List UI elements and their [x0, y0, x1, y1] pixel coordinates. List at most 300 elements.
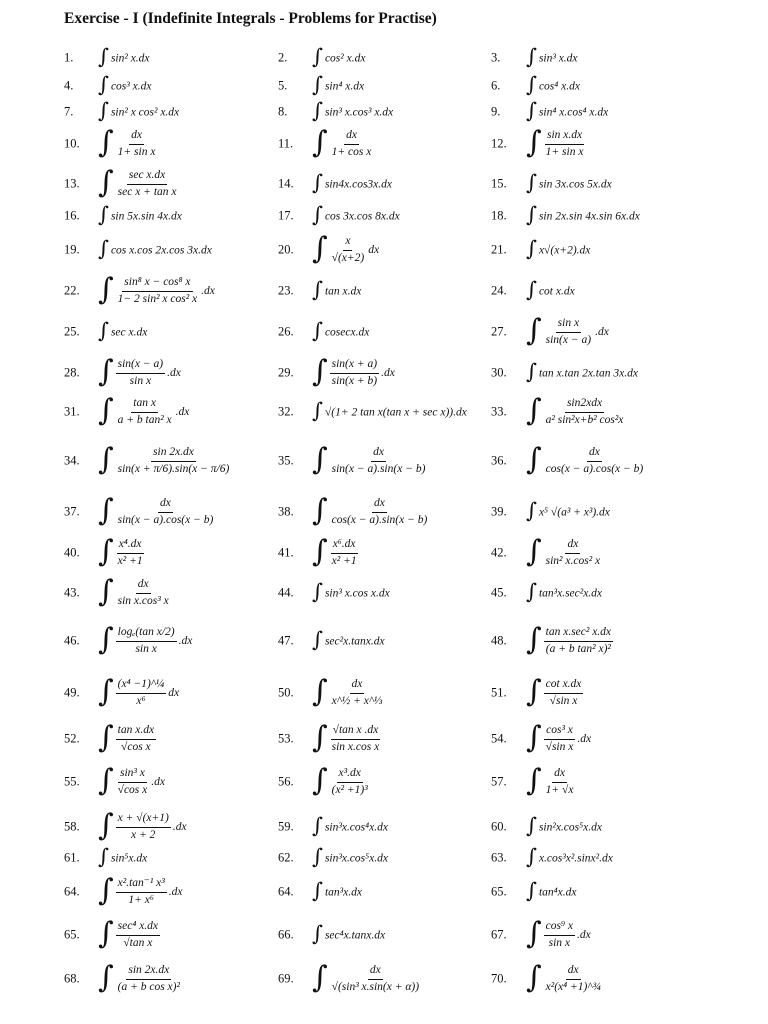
integral-expression	[312, 534, 359, 569]
integral-expression	[98, 844, 148, 869]
integrand: sin³x.cos⁴x.dx	[324, 821, 388, 833]
problem-number: 65.	[491, 884, 507, 899]
fraction	[544, 920, 575, 949]
integral-expression	[312, 813, 388, 838]
integrand: sin² x cos² x.dx	[110, 106, 180, 118]
fraction-denominator: 1+ √x	[545, 783, 574, 796]
fraction	[116, 446, 232, 475]
fraction	[544, 626, 613, 655]
integral-sign-icon: ∫	[526, 579, 537, 604]
integral-sign-icon: ∫	[98, 236, 109, 261]
integral-expression	[526, 674, 583, 709]
integral-expression	[312, 125, 373, 160]
problem-number: 70.	[491, 971, 507, 986]
fraction	[544, 129, 586, 158]
integral-expression	[312, 674, 384, 709]
problem-number: 10.	[64, 136, 80, 151]
integral-sign-icon: ∫	[526, 170, 537, 195]
integral-expression	[312, 579, 390, 604]
integral-sign-icon: ∫	[98, 202, 109, 227]
fraction	[330, 767, 370, 796]
fraction	[544, 678, 584, 707]
integral-sign-icon: ∫	[312, 442, 328, 477]
integral-expression	[312, 354, 395, 389]
integral-sign-icon: ∫	[312, 844, 323, 869]
fraction-numerator: cos³ x	[544, 724, 575, 739]
fraction	[116, 877, 167, 906]
integral-sign-icon: ∫	[526, 498, 537, 523]
integrand: sin³ x.cos x.dx	[324, 587, 390, 599]
integral-sign-icon: ∫	[312, 44, 323, 69]
fraction-numerator: sec x.dx	[127, 169, 167, 184]
problem-number: 19.	[64, 242, 80, 257]
fraction-denominator: sin x.cos³ x	[117, 594, 169, 607]
fraction	[116, 678, 167, 707]
integral-expression	[98, 354, 181, 389]
fraction-denominator: 1− 2 sin² x cos² x	[117, 292, 198, 305]
fraction	[544, 767, 576, 796]
fraction-numerator: sin x	[556, 317, 581, 332]
integral-sign-icon: ∫	[98, 674, 114, 709]
fraction	[330, 964, 421, 993]
problem-number: 58.	[64, 819, 80, 834]
fraction-denominator: cos(x − a).cos(x − b)	[545, 462, 644, 475]
problem-number: 67.	[491, 927, 507, 942]
fraction-denominator: x⁶	[136, 694, 146, 707]
fraction	[544, 397, 626, 426]
fraction-denominator: 1+ sin x	[117, 145, 156, 158]
fraction	[116, 129, 158, 158]
fraction	[116, 812, 171, 841]
integral-sign-icon: ∫	[312, 98, 323, 123]
integrand: x⁵ √(a³ + x³).dx	[538, 506, 610, 518]
fraction-denominator: x^½ + x^⅓	[331, 694, 383, 707]
fraction	[116, 397, 174, 426]
problem-number: 7.	[64, 104, 74, 119]
integral-sign-icon: ∫	[98, 393, 114, 428]
fraction-numerator: sec⁴ x.dx	[116, 920, 160, 935]
integral-expression	[98, 98, 180, 123]
integral-sign-icon: ∫	[98, 98, 109, 123]
problem-number: 37.	[64, 504, 80, 519]
differential: .dx	[172, 821, 187, 833]
fraction-numerator: x².tan⁻¹ x³	[116, 877, 167, 892]
integral-sign-icon: ∫	[312, 627, 323, 652]
fraction-denominator: sin(x + π/6).sin(x − π/6)	[117, 462, 230, 475]
integral-expression	[98, 442, 231, 477]
problem-number: 68.	[64, 971, 80, 986]
problem-number: 36.	[491, 453, 507, 468]
integral-sign-icon: ∫	[312, 763, 328, 798]
problem-number: 64.	[278, 884, 294, 899]
integral-sign-icon: ∫	[312, 231, 328, 266]
integral-expression	[526, 579, 603, 604]
integral-expression	[312, 98, 394, 123]
integral-expression	[526, 916, 591, 951]
fraction	[116, 920, 160, 949]
integral-expression	[98, 808, 187, 843]
integrand: sin 3x.cos 5x.dx	[538, 178, 612, 190]
integral-sign-icon: ∫	[526, 72, 537, 97]
integral-sign-icon: ∫	[526, 359, 537, 384]
integral-expression	[312, 318, 370, 343]
integral-sign-icon: ∫	[98, 808, 114, 843]
integrand: sin²x.cos⁵x.dx	[538, 821, 602, 833]
integral-expression	[312, 170, 393, 195]
fraction-numerator: sin(x − a)	[116, 358, 165, 373]
problem-number: 54.	[491, 731, 507, 746]
integral-sign-icon: ∫	[526, 813, 537, 838]
integral-expression	[526, 720, 592, 755]
integral-expression	[526, 534, 602, 569]
integral-sign-icon: ∫	[526, 916, 542, 951]
fraction	[116, 767, 150, 796]
integral-expression	[526, 202, 640, 227]
problem-number: 52.	[64, 731, 80, 746]
fraction-denominator: 1+ cos x	[331, 145, 372, 158]
fraction-denominator: cos(x − a).sin(x − b)	[331, 513, 428, 526]
fraction-denominator: (x² +1)³	[331, 783, 368, 796]
problem-number: 1.	[64, 50, 74, 65]
integral-expression	[312, 277, 362, 302]
fraction	[544, 317, 593, 346]
problem-number: 34.	[64, 453, 80, 468]
problem-number: 11.	[278, 136, 294, 151]
fraction-denominator: √(x+2)	[331, 251, 365, 264]
fraction	[116, 276, 200, 305]
fraction-denominator: sin(x + b)	[331, 374, 378, 387]
integral-sign-icon: ∫	[98, 272, 114, 307]
problem-number: 45.	[491, 585, 507, 600]
fraction-denominator: x²(x⁴ +1)^¾	[545, 980, 601, 993]
integral-sign-icon: ∫	[526, 44, 537, 69]
problem-number: 57.	[491, 774, 507, 789]
problem-number: 43.	[64, 585, 80, 600]
fraction-numerator: dx	[350, 678, 365, 693]
integral-expression	[312, 763, 370, 798]
fraction-denominator: sec x + tan x	[117, 185, 177, 198]
problem-number: 30.	[491, 365, 507, 380]
integral-sign-icon: ∫	[526, 393, 542, 428]
fraction-denominator: sin(x − a).sin(x − b)	[331, 462, 426, 475]
integral-expression	[98, 674, 180, 709]
integral-sign-icon: ∫	[526, 236, 537, 261]
problem-number: 5.	[278, 78, 288, 93]
problem-number: 20.	[278, 242, 294, 257]
fraction	[330, 724, 382, 753]
integrand: sin⁴ x.dx	[324, 80, 365, 92]
integral-sign-icon: ∫	[98, 44, 109, 69]
integral-sign-icon: ∫	[98, 354, 114, 389]
integral-expression	[98, 202, 182, 227]
fraction-denominator: sin x	[129, 374, 152, 387]
integral-sign-icon: ∫	[526, 277, 537, 302]
integral-expression	[98, 493, 215, 528]
fraction	[330, 538, 359, 567]
fraction-denominator: 1+ x⁶	[128, 893, 154, 906]
problem-number: 48.	[491, 633, 507, 648]
integral-sign-icon: ∫	[312, 579, 323, 604]
integrand: cos⁴ x.dx	[538, 80, 580, 92]
integral-expression	[312, 442, 427, 477]
problem-number: 17.	[278, 208, 294, 223]
fraction-numerator: x + √(x+1)	[116, 812, 171, 827]
integral-sign-icon: ∫	[312, 674, 328, 709]
fraction-denominator: a² sin²x+b² cos²x	[545, 413, 624, 426]
integral-expression	[312, 720, 381, 755]
integral-sign-icon: ∫	[312, 398, 323, 423]
integrand: cos² x.dx	[324, 52, 366, 64]
fraction-numerator: tan x.dx	[116, 724, 156, 739]
fraction-numerator: logₑ(tan x/2)	[116, 626, 177, 641]
differential: dx	[168, 687, 180, 699]
integral-expression	[312, 72, 365, 97]
integral-sign-icon: ∫	[98, 72, 109, 97]
problem-number: 38.	[278, 504, 294, 519]
integrand: sin⁵x.dx	[110, 852, 148, 864]
integral-expression	[98, 873, 183, 908]
problem-number: 29.	[278, 365, 294, 380]
integral-expression	[98, 960, 182, 995]
problem-number: 6.	[491, 78, 501, 93]
integrand: √(1+ 2 tan x(tan x + sec x)).dx	[324, 406, 467, 418]
integral-expression	[526, 44, 578, 69]
integral-sign-icon: ∫	[98, 318, 109, 343]
integrand: cos 3x.cos 8x.dx	[324, 210, 400, 222]
integral-expression	[526, 98, 609, 123]
fraction	[330, 446, 428, 475]
integral-expression	[312, 960, 421, 995]
integral-sign-icon: ∫	[526, 313, 542, 348]
integral-expression	[98, 165, 179, 200]
integral-sign-icon: ∫	[98, 622, 114, 657]
integrand: tan x.dx	[324, 285, 362, 297]
integral-expression	[98, 236, 212, 261]
integral-sign-icon: ∫	[526, 442, 542, 477]
integrand: cos³ x.dx	[110, 80, 152, 92]
problem-number: 61.	[64, 850, 80, 865]
integral-expression	[312, 844, 388, 869]
problem-number: 44.	[278, 585, 294, 600]
integral-sign-icon: ∫	[312, 921, 323, 946]
problem-number: 22.	[64, 283, 80, 298]
fraction-numerator: √tan x .dx	[331, 724, 381, 739]
fraction	[116, 497, 216, 526]
fraction	[116, 538, 145, 567]
integrand: sec²x.tanx.dx	[324, 635, 385, 647]
integrand: sin³ x.dx	[538, 52, 578, 64]
fraction-numerator: dx	[344, 129, 359, 144]
fraction-numerator: dx	[587, 446, 602, 461]
problem-number: 56.	[278, 774, 294, 789]
integral-sign-icon: ∫	[526, 674, 542, 709]
fraction	[330, 358, 379, 387]
integral-sign-icon: ∫	[98, 960, 114, 995]
fraction-numerator: dx	[136, 578, 151, 593]
fraction-denominator: sin² x.cos² x	[545, 554, 601, 567]
problem-number: 28.	[64, 365, 80, 380]
differential: .dx	[151, 776, 165, 788]
fraction-numerator: sin 2x.dx	[126, 964, 171, 979]
fraction-numerator: dx	[372, 497, 387, 512]
problem-number: 53.	[278, 731, 294, 746]
integral-sign-icon: ∫	[312, 878, 323, 903]
problem-number: 23.	[278, 283, 294, 298]
fraction-numerator: dx	[368, 964, 383, 979]
integral-sign-icon: ∫	[312, 534, 328, 569]
integral-sign-icon: ∫	[312, 72, 323, 97]
integral-sign-icon: ∫	[98, 574, 114, 609]
fraction-denominator: a + b tan² x	[117, 413, 172, 426]
problem-number: 31.	[64, 404, 80, 419]
integral-expression	[526, 844, 613, 869]
integral-sign-icon: ∫	[312, 960, 328, 995]
fraction	[330, 129, 374, 158]
integral-sign-icon: ∫	[312, 354, 328, 389]
problem-number: 35.	[278, 453, 294, 468]
problem-number: 63.	[491, 850, 507, 865]
integral-sign-icon: ∫	[526, 202, 537, 227]
fraction	[544, 538, 602, 567]
integral-expression	[312, 231, 380, 266]
integral-sign-icon: ∫	[312, 125, 328, 160]
fraction-numerator: tan x	[131, 397, 158, 412]
integrand: tan³x.dx	[324, 886, 362, 898]
fraction-numerator: sin2xdx	[565, 397, 604, 412]
integral-sign-icon: ∫	[98, 720, 114, 755]
problem-number: 47.	[278, 633, 294, 648]
fraction-numerator: dx	[371, 446, 386, 461]
fraction-denominator: √cos x	[117, 783, 148, 796]
problem-number: 66.	[278, 927, 294, 942]
fraction-numerator: x	[343, 235, 352, 250]
problem-number: 69.	[278, 971, 294, 986]
integral-expression	[526, 277, 575, 302]
integral-expression	[98, 763, 165, 798]
integral-expression	[526, 313, 609, 348]
fraction-denominator: √cos x	[121, 740, 151, 753]
integral-sign-icon: ∫	[526, 98, 537, 123]
integral-expression	[312, 878, 362, 903]
integrand: sin 5x.sin 4x.dx	[110, 210, 182, 222]
problem-number: 15.	[491, 176, 507, 191]
integral-sign-icon: ∫	[98, 125, 114, 160]
problem-number: 39.	[491, 504, 507, 519]
integral-expression	[526, 960, 603, 995]
fraction	[330, 235, 367, 264]
problem-number: 60.	[491, 819, 507, 834]
fraction	[116, 724, 156, 753]
integral-sign-icon: ∫	[312, 202, 323, 227]
fraction	[544, 446, 646, 475]
integral-sign-icon: ∫	[98, 534, 114, 569]
problem-number: 59.	[278, 819, 294, 834]
integral-expression	[98, 318, 148, 343]
integral-sign-icon: ∫	[312, 170, 323, 195]
problem-number: 2.	[278, 50, 288, 65]
fraction-numerator: x³.dx	[337, 767, 363, 782]
fraction-numerator: dx	[565, 538, 580, 553]
fraction	[544, 964, 603, 993]
integral-sign-icon: ∫	[98, 493, 114, 528]
differential: .dx	[168, 886, 183, 898]
problem-number: 40.	[64, 545, 80, 560]
integral-expression	[526, 125, 585, 160]
differential: .dx	[175, 406, 190, 418]
fraction-denominator: (a + b cos x)²	[117, 980, 180, 993]
page-title: Exercise - I (Indefinite Integrals - Problems for Practise)	[64, 10, 437, 27]
integral-expression	[98, 393, 190, 428]
differential: .dx	[381, 367, 395, 379]
problem-number: 42.	[491, 545, 507, 560]
integral-sign-icon: ∫	[526, 763, 542, 798]
problem-number: 62.	[278, 850, 294, 865]
integral-sign-icon: ∫	[98, 844, 109, 869]
integral-expression	[526, 498, 610, 523]
fraction-numerator: sin 2x.dx	[151, 446, 196, 461]
integrand: sec x.dx	[110, 326, 148, 338]
fraction-denominator: sin(x − a)	[545, 333, 592, 346]
integrand: x.cos³x².sinx².dx	[538, 852, 613, 864]
integral-expression	[526, 170, 612, 195]
fraction	[116, 626, 177, 655]
integral-expression	[98, 125, 157, 160]
integral-sign-icon: ∫	[526, 878, 537, 903]
integral-sign-icon: ∫	[526, 844, 537, 869]
integral-sign-icon: ∫	[98, 165, 114, 200]
problem-number: 64.	[64, 884, 80, 899]
problem-number: 41.	[278, 545, 294, 560]
integrand: sec⁴x.tanx.dx	[324, 929, 386, 941]
integrand: sin³ x.cos³ x.dx	[324, 106, 394, 118]
integral-expression	[98, 272, 215, 307]
integral-sign-icon: ∫	[312, 720, 328, 755]
problem-number: 27.	[491, 324, 507, 339]
fraction-numerator: dx	[566, 964, 581, 979]
integrand: sin³x.cos⁵x.dx	[324, 852, 388, 864]
problem-number: 46.	[64, 633, 80, 648]
problem-number: 33.	[491, 404, 507, 419]
integral-expression	[526, 763, 575, 798]
problem-number: 9.	[491, 104, 501, 119]
fraction	[116, 578, 171, 607]
differential: .dx	[167, 367, 181, 379]
integral-sign-icon: ∫	[526, 622, 542, 657]
integral-expression	[98, 622, 193, 657]
problem-number: 4.	[64, 78, 74, 93]
fraction-numerator: cos⁹ x	[544, 920, 575, 935]
fraction-numerator: cot x.dx	[544, 678, 584, 693]
differential: .dx	[576, 929, 591, 941]
problem-number: 16.	[64, 208, 80, 223]
fraction-numerator: x⁴.dx	[117, 538, 144, 553]
fraction-numerator: sin x.dx	[545, 129, 584, 144]
integrand: sin⁴ x.cos⁴ x.dx	[538, 106, 609, 118]
fraction-numerator: sin⁸ x − cos⁸ x	[122, 276, 192, 291]
integral-sign-icon: ∫	[526, 720, 542, 755]
integrand: tan x.tan 2x.tan 3x.dx	[538, 367, 638, 379]
integral-expression	[312, 493, 429, 528]
integrand: sin² x.dx	[110, 52, 150, 64]
problem-number: 32.	[278, 404, 294, 419]
integral-sign-icon: ∫	[312, 813, 323, 838]
differential: .dx	[201, 285, 215, 297]
fraction-denominator: sin(x − a).cos(x − b)	[117, 513, 214, 526]
integral-sign-icon: ∫	[98, 916, 114, 951]
integrand: sin4x.cos3x.dx	[324, 178, 393, 190]
integral-expression	[312, 627, 385, 652]
fraction	[330, 497, 430, 526]
